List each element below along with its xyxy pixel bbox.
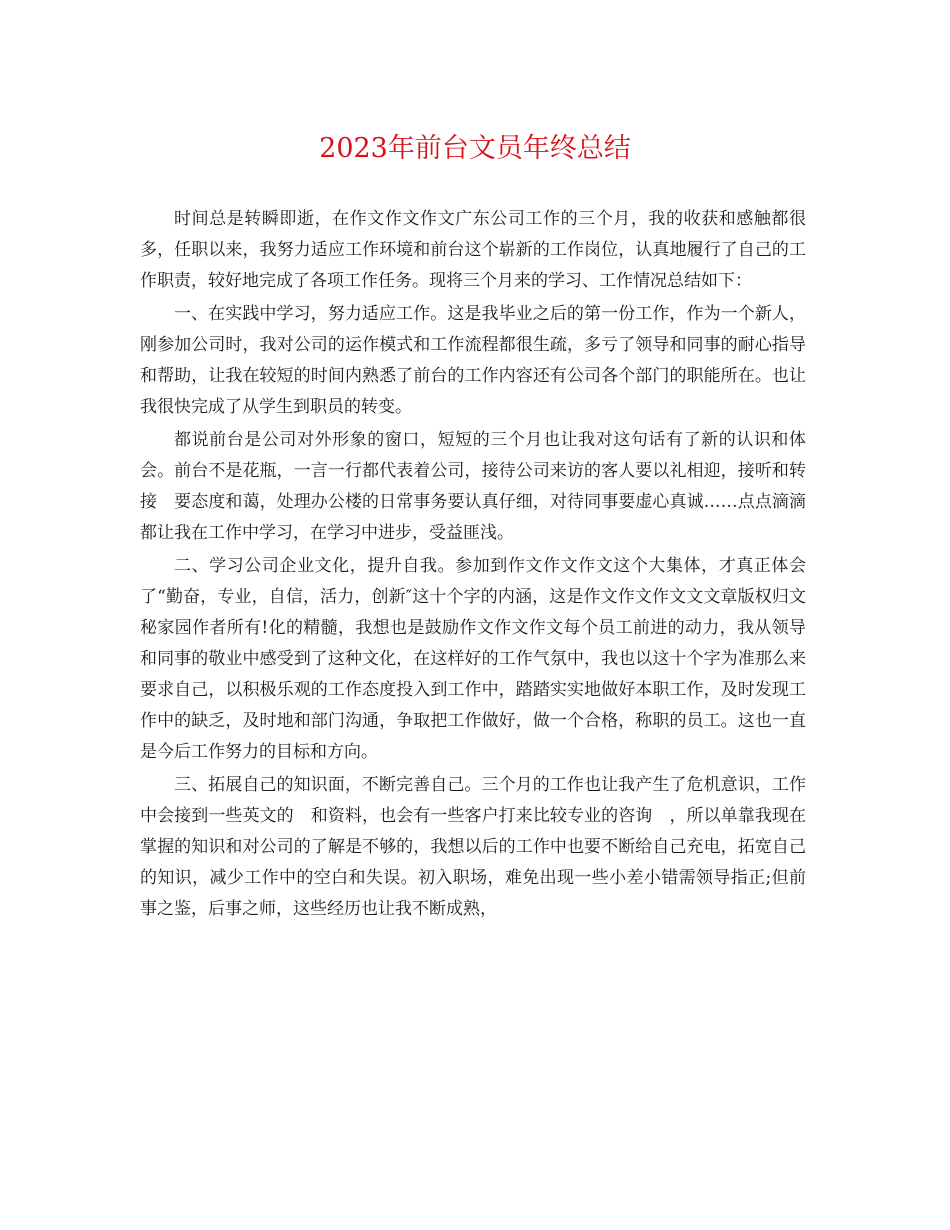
document-body: [140, 204, 806, 925]
paragraph-section-3: 三、拓展自己的知识面，不断完善自己。三个月的工作也让我产生了危机意识，工作中会接到一些英文的 和资料，也会有一些客户打来比较专业的咨询 ，所以单靠我现在掌握的知识和对公司的了解是不够的，我想以后的工作中也要不断给自己充电，拓宽自己的知识，减少工作中的空白和失误。初入职场，难免出现一些小差小错需领导指正;但前事之鉴，后事之师，这些经历也让我不断成熟，: [140, 775, 806, 919]
paragraph-section-1: 一、在实践中学习，努力适应工作。这是我毕业之后的第一份工作，作为一个新人，刚参加公司时，我对公司的运作模式和工作流程都很生疏，多亏了领导和同事的耐心指导和帮助，让我在较短的时间内熟悉了前台的工作内容还有公司各个部门的职能所在。也让我很快完成了从学生到职员的转变。: [140, 304, 806, 417]
paragraph-intro: 时间总是转瞬即逝，在作文作文作文广东公司工作的三个月，我的收获和感触都很多，任职以来，我努力适应工作环境和前台这个崭新的工作岗位，认真地履行了自己的工作职责，较好地完成了各项工作任务。现将三个月来的学习、工作情况总结如下：: [140, 209, 806, 291]
document-title: 2023年前台文员年终总结: [319, 133, 631, 164]
paragraph-section-2: 二、学习公司企业文化，提升自我。参加到作文作文作文这个大集体，才真正体会了“勤奋，专业，自信，活力，创新″这十个字的内涵，这是作文作文作文文文章版权归文秘家园作者所有!化的精髓，我想也是鼓励作文作文作文每个员工前进的动力，我从领导和同事的敬业中感受到了这种文化，在这样好的工作气氛中，我也以这十个字为准那么来要求自己，以积极乐观的工作态度投入到工作中，踏踏实实地做好本职工作，及时发现工作中的缺乏，及时地和部门沟通，争取把工作做好，做一个合格，称职的员工。这也一直是今后工作努力的目标和方向。: [140, 556, 806, 762]
paragraph-front-desk: 都说前台是公司对外形象的窗口，短短的三个月也让我对这句话有了新的认识和体会。前台不是花瓶，一言一行都代表着公司，接待公司来访的客人要以礼相迎，接听和转接 要态度和蔼，处理办公楼的日常事务要认真仔细，对待同事要虚心真诚……点点滴滴都让我在工作中学习，在学习中进步，受益匪浅。: [140, 430, 806, 543]
